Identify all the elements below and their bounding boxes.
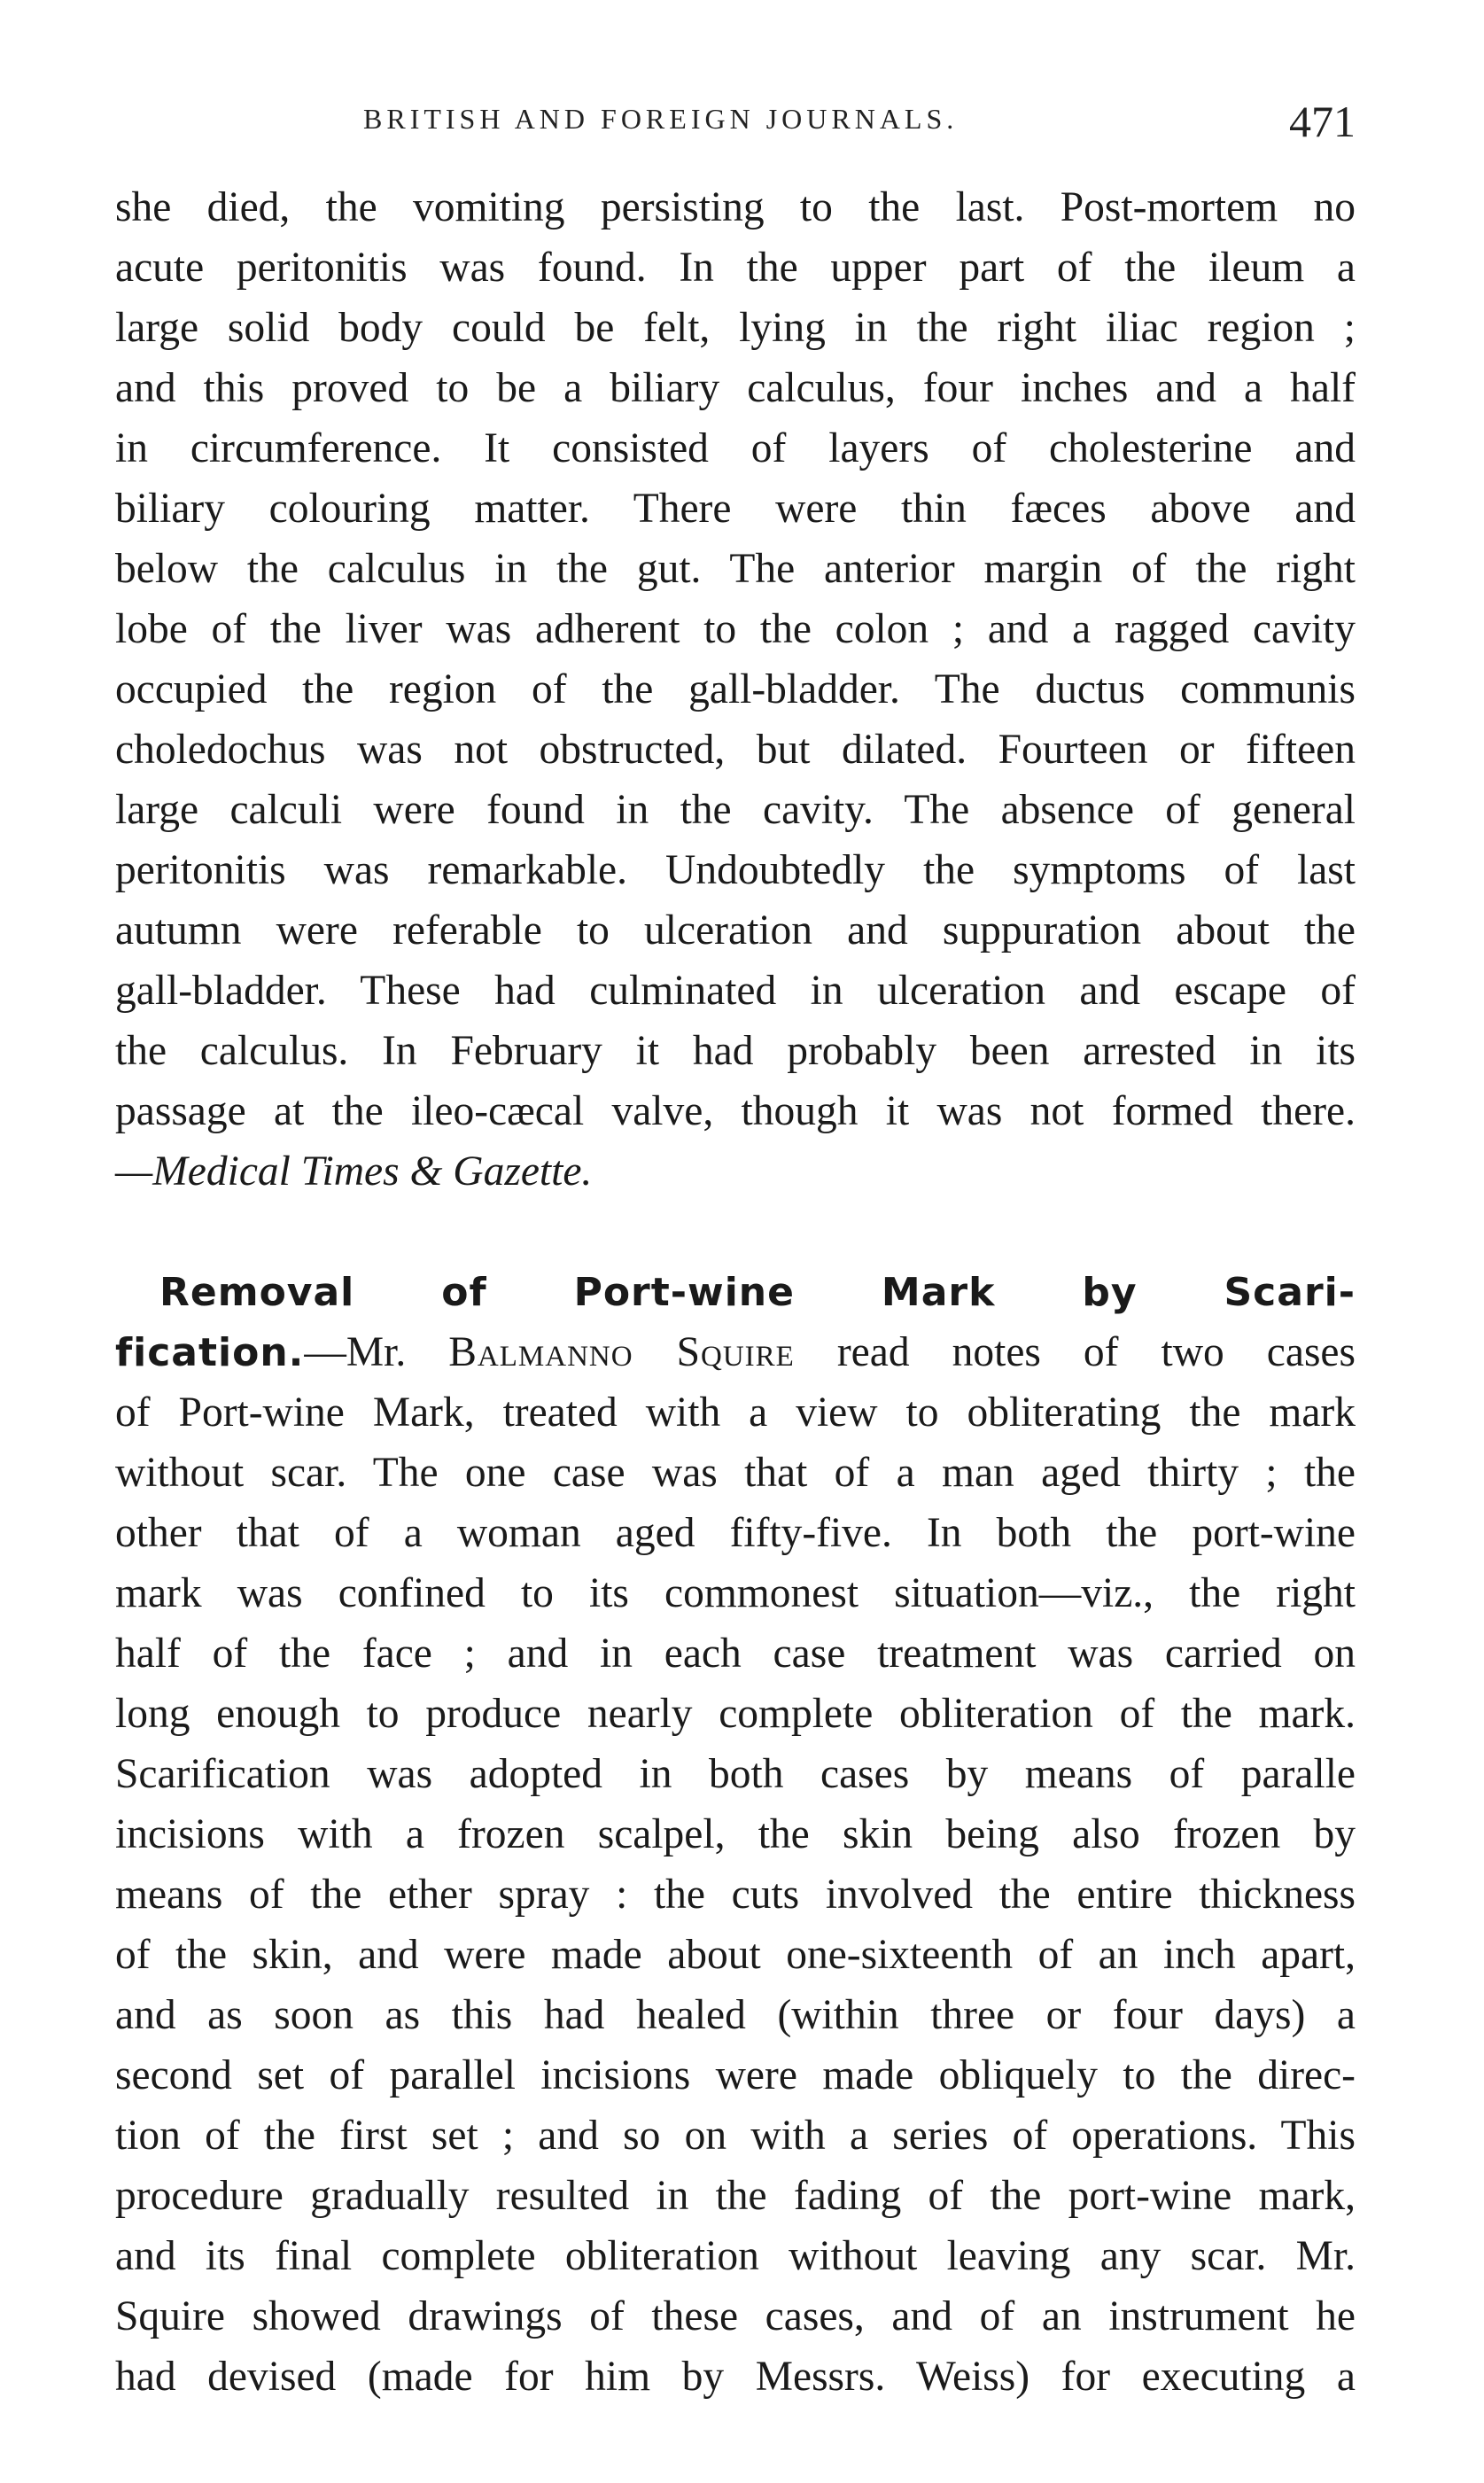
text-line: mark was confined to its commonest situation—viz., the right bbox=[115, 1570, 1356, 1616]
text-line: incisions with a frozen scalpel, the skin being also frozen by bbox=[115, 1811, 1356, 1857]
article-port-wine-mark bbox=[115, 1262, 1356, 2407]
text-line bbox=[115, 1322, 1356, 1382]
text-line: autumn were referable to ulceration and suppuration about the bbox=[115, 907, 1356, 954]
text-line: means of the ether spray : the cuts involved the entire thickness bbox=[115, 1872, 1356, 1918]
intro-dash: —Mr. bbox=[304, 1329, 449, 1375]
text-line: and this proved to be a biliary calculus, four inches and a half bbox=[115, 365, 1356, 411]
source-citation: —Medical Times & Gazette. bbox=[115, 1148, 593, 1195]
text-line: below the calculus in the gut. The anterior margin of the right bbox=[115, 546, 1356, 592]
text-line: large solid body could be felt, lying in the right iliac region ; bbox=[115, 305, 1356, 351]
intro-text: read notes of two cases bbox=[794, 1329, 1356, 1375]
text-line: occupied the region of the gall-bladder. The ductus communis bbox=[115, 666, 1356, 712]
text-line: without scar. The one case was that of a man aged thirty ; the bbox=[115, 1450, 1356, 1496]
text-line: procedure gradually resulted in the fading of the port-wine mark, bbox=[115, 2173, 1356, 2219]
text-line: tion of the first set ; and so on with a series of operations. This bbox=[115, 2113, 1356, 2159]
page-number: 471 bbox=[1289, 97, 1356, 146]
text-line: gall-bladder. These had culminated in ulceration and escape of bbox=[115, 968, 1356, 1014]
author-name: Balmanno Squire bbox=[448, 1329, 795, 1375]
text-line: other that of a woman aged fifty-five. In both the port-wine bbox=[115, 1510, 1356, 1556]
text-line: second set of parallel incisions were made obliquely to the direc- bbox=[115, 2052, 1356, 2098]
text-line: she died, the vomiting persisting to the last. Post-mortem no bbox=[115, 184, 1356, 230]
text-line: Scarification was adopted in both cases by means of paralle bbox=[115, 1751, 1356, 1797]
text-line: of the skin, and were made about one-sixteenth of an inch apart, bbox=[115, 1932, 1356, 1978]
page-body bbox=[115, 177, 1356, 2407]
text-line: biliary colouring matter. There were thin fæces above and bbox=[115, 486, 1356, 532]
text-line: of Port-wine Mark, treated with a view to obliterating the mark bbox=[115, 1389, 1356, 1436]
text-line: passage at the ileo-cæcal valve, though it was not formed there. bbox=[115, 1088, 1356, 1134]
text-line: the calculus. In February it had probably been arrested in its bbox=[115, 1028, 1356, 1074]
text-line: choledochus was not obstructed, but dilated. Fourteen or fifteen bbox=[115, 727, 1356, 773]
text-line: had devised (made for him by Messrs. Weiss) for executing a bbox=[115, 2354, 1356, 2400]
article-heading: Removal of Port-wine Mark by Scari- bbox=[159, 1270, 1356, 1315]
text-line: lobe of the liver was adherent to the colon ; and a ragged cavity bbox=[115, 606, 1356, 652]
text-line: acute peritonitis was found. In the upper part of the ileum a bbox=[115, 245, 1356, 291]
text-line: in circumference. It consisted of layers of cholesterine and bbox=[115, 425, 1356, 471]
text-line: large calculi were found in the cavity. The absence of general bbox=[115, 787, 1356, 833]
text-line: and its final complete obliteration without leaving any scar. Mr. bbox=[115, 2233, 1356, 2279]
text-line: half of the face ; and in each case treatment was carried on bbox=[115, 1631, 1356, 1677]
section-spacer bbox=[115, 1202, 1356, 1262]
text-line: long enough to produce nearly complete obliteration of the mark. bbox=[115, 1691, 1356, 1737]
text-line: and as soon as this had healed (within three or four days) a bbox=[115, 1992, 1356, 2038]
text-line: peritonitis was remarkable. Undoubtedly the symptoms of last bbox=[115, 847, 1356, 893]
running-head bbox=[115, 96, 1356, 149]
article-heading-continued: fication. bbox=[115, 1330, 305, 1375]
text-line: Squire showed drawings of these cases, and of an instrument he bbox=[115, 2293, 1356, 2339]
article-heading-line bbox=[115, 1262, 1356, 1322]
article-biliary-calculus bbox=[115, 177, 1356, 1202]
running-title: BRITISH AND FOREIGN JOURNALS. bbox=[363, 103, 959, 135]
